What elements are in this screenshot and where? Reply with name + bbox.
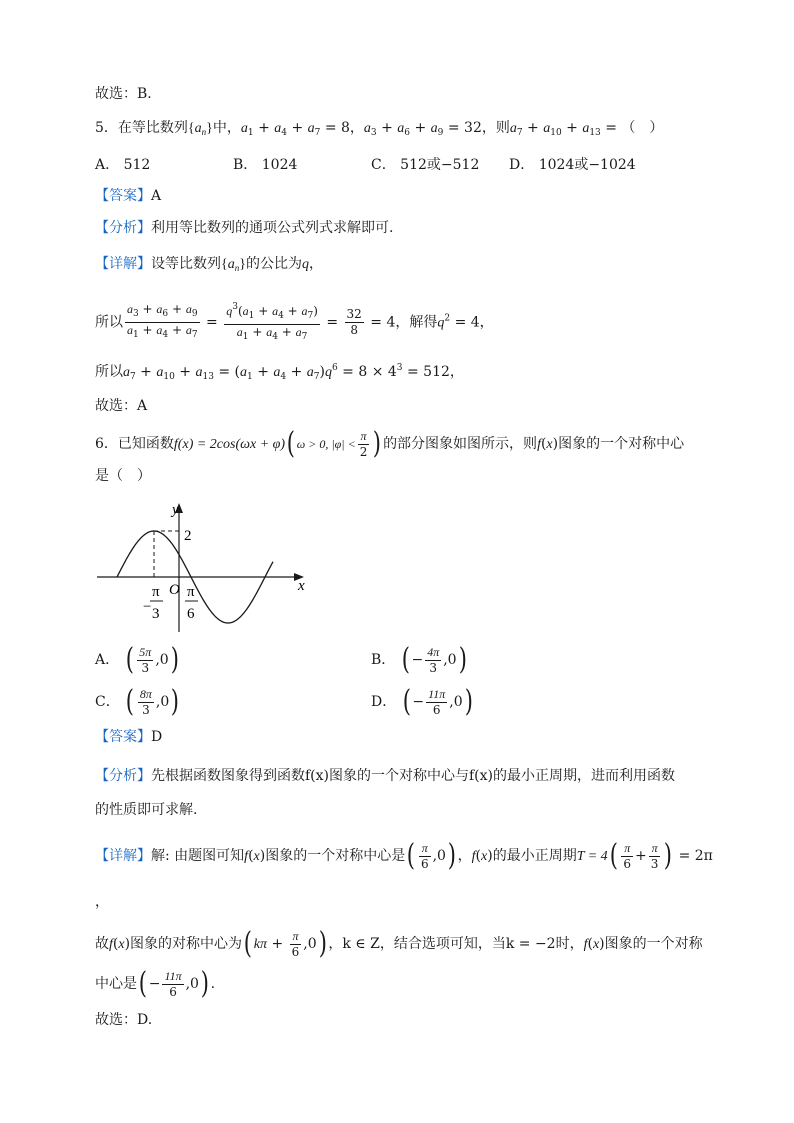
option-a[interactable]: A． 512 (95, 157, 151, 173)
stem-text: ，则 (481, 120, 510, 136)
pos-tick-numerator: π (187, 584, 195, 600)
analysis-line-1: 【分析】先根据函数图象得到函数f(x)图象的一个对称中心与f(x)的最小正周期，进而利用函数 (95, 768, 675, 784)
answer-line: 【答案】D (95, 729, 163, 745)
answer-value: A (151, 188, 162, 204)
detail-tag: 【详解】 (95, 256, 151, 272)
stem-text: （ ） (621, 120, 664, 136)
question-6-stem: 6．已知函数f(x) = 2cos(ωx + φ)( ω > 0, |φ| < $\frac{\pi}{2}$ ) 的部分图象如图所示，则f(x)图象的一个对称中心 (95, 426, 685, 461)
stem-text: 在等比数列 (117, 120, 188, 136)
pos-tick-denominator: 6 (187, 606, 195, 622)
option-b[interactable]: B． 1024 (233, 157, 298, 173)
question-number: 5． (95, 120, 118, 136)
stem-text: ， (349, 120, 364, 136)
answer-tag: 【答案】 (95, 188, 151, 204)
final-answer: 故选：D. (95, 1012, 153, 1028)
option-d[interactable]: D． 1024或−1024 (509, 157, 636, 173)
question-6-stem-line2: 是（ ） (95, 468, 151, 484)
analysis-tag: 【分析】 (95, 220, 151, 236)
y-axis-label: y (172, 502, 179, 518)
neg-tick-sign: − (143, 599, 152, 615)
max-value-label: 2 (184, 528, 192, 544)
function-graph (95, 498, 315, 640)
final-answer: 故选：A (95, 398, 148, 414)
answer-line (95, 186, 161, 206)
derivation-step-1: 所以 $\frac{a_3 + a_6 + a_9}{a_1 + a_4 + a_7}$ = $\frac{q^3(a_1 + a_4 + a_7)}{a_1 + a_4 + a_7}$ = $\frac{32}{8}$ = 4，解得$q^2 = 4$， (95, 302, 494, 342)
detail-comma: ， (95, 894, 109, 910)
detail-line: 【详解】设等比数列$\{a_n\}$的公比为q， (95, 256, 323, 273)
previous-answer: 故选：B. (95, 86, 152, 102)
option-c[interactable]: C． 512或−512 (371, 157, 480, 173)
option-b[interactable]: B． ( − $\frac{4\pi}{3}$ ,0) (371, 642, 467, 677)
x-axis-label: x (298, 578, 305, 594)
equation-value: = 8 (324, 120, 350, 136)
analysis-line-2: 的性质即可求解. (95, 802, 198, 818)
detail-line-1: 【详解】解: 由题图可知f(x)图象的一个对称中心是( $\frac{\pi}{6}$ ,0) ，f(x)的最小正周期T = 4( $\frac{\pi}{6}$ + $\frac{\pi}{3}$ ) = 2π (95, 838, 713, 873)
neg-tick-numerator: π (152, 584, 160, 600)
option-c[interactable]: C． ( $\frac{8\pi}{3}$ ,0) (95, 684, 180, 719)
analysis-line (95, 218, 393, 238)
stem-text: 中， (212, 120, 241, 136)
derivation-step-2: 所以$a_7 + a_{10} + a_{13} = (a_1 + a_4 + a_7)q^6 = 8 \times 4^3 = 512$， (95, 363, 464, 382)
neg-tick-denominator: 3 (152, 606, 160, 622)
question-5-stem: 5．在等比数列$\{a_n\}$中，$a_1 + a_4 + a_7 = 8$，$a_3 + a_6 + a_9 = 32$，则$a_7 + a_{10} + a_{13}$ = （ ） (95, 120, 664, 138)
detail-line-3: 中心是( − $\frac{11\pi}{6}$ ,0) . (95, 966, 216, 1001)
option-a[interactable]: A． ( $\frac{5\pi}{3}$ ,0) (95, 642, 179, 677)
detail-line-2: 故f(x)图象的对称中心为( kπ + $\frac{\pi}{6}$ ,0) ，k ∈ Z，结合选项可知，当k = −2时，f(x)图象的一个对称 (95, 926, 703, 961)
analysis-text: 利用等比数列的通项公式列式求解即可. (151, 220, 394, 236)
origin-label: O (169, 582, 180, 598)
option-d[interactable]: D． ( − $\frac{11\pi}{6}$ ,0) (371, 684, 473, 719)
equation-value: = 32 (447, 120, 482, 136)
